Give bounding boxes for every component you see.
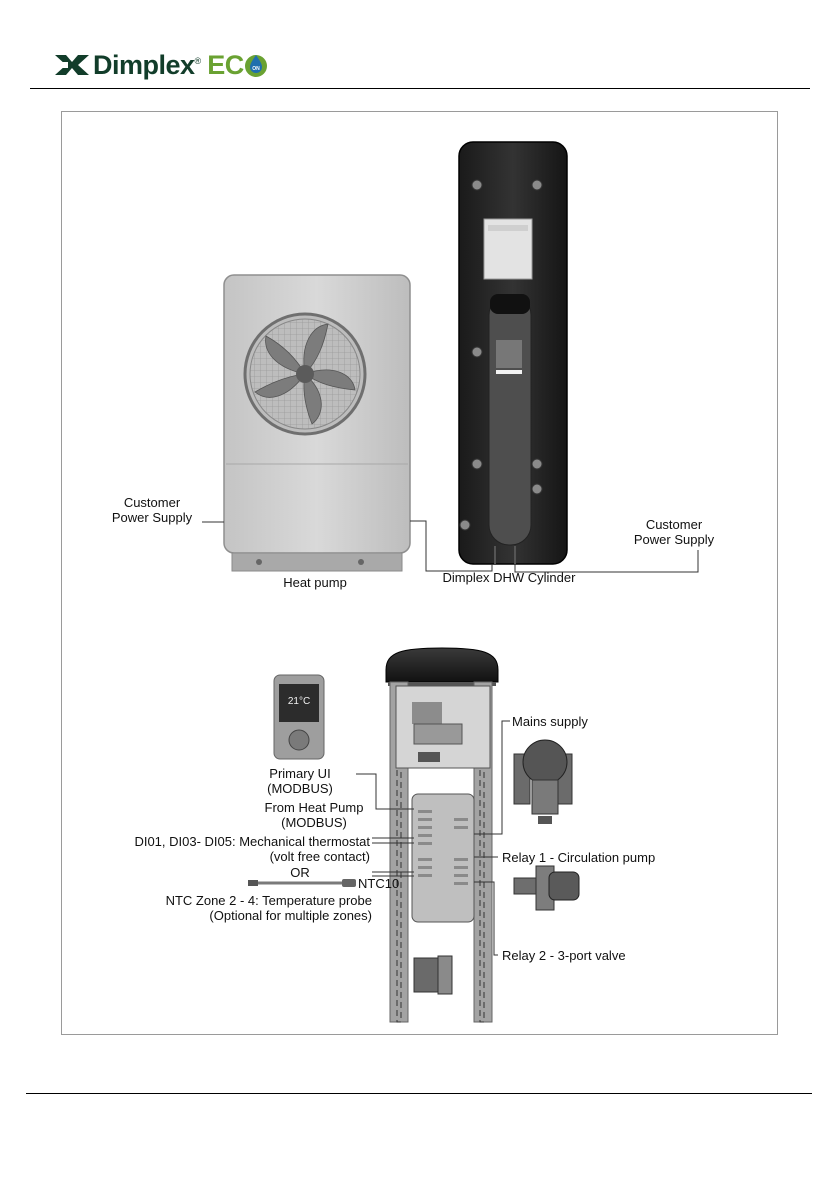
eco-drop-icon (243, 51, 269, 79)
dhw-cylinder (459, 142, 567, 564)
brand-name: Dimplex (93, 49, 195, 80)
circulation-pump (514, 740, 572, 824)
footer-divider (26, 1093, 812, 1094)
dhw-cylinder-label: Dimplex DHW Cylinder (442, 570, 576, 585)
eco-label: EC (207, 49, 244, 80)
ntc10-probe (248, 879, 356, 887)
hp-power-supply-label: Customer Power Supply (111, 495, 193, 525)
registered-mark: ® (194, 56, 202, 66)
relay1-label: Relay 1 - Circulation pump (502, 850, 656, 865)
cylinder-power-supply-label: Customer Power Supply (633, 517, 715, 547)
heat-pump-label: Heat pump (283, 575, 347, 590)
heat-pump-unit (224, 275, 410, 571)
from-heat-pump-label: From Heat Pump (MODBUS) (264, 800, 364, 830)
dimplex-mark-icon (52, 51, 92, 79)
primary-ui-thermostat (274, 675, 324, 759)
system-controller-assembly (386, 648, 498, 1022)
svg-text:ON: ON (251, 66, 260, 72)
ntc10-label: NTC10 (358, 876, 400, 891)
system-diagram-frame (61, 111, 778, 1035)
mechanical-thermostat-label: DI01, DI03- DI05: Mechanical thermostat (volt free contact) (134, 834, 370, 864)
three-port-valve (514, 866, 579, 910)
relay2-label: Relay 2 - 3-port valve (502, 948, 626, 963)
or-label: OR (290, 865, 310, 880)
dimplex-eco-logo (52, 49, 269, 81)
svg-text:21°C: 21°C (287, 696, 311, 707)
mains-supply-label: Mains supply (512, 714, 588, 729)
primary-ui-label: Primary UI (MODBUS) (267, 766, 333, 796)
ntc-zone-label: NTC Zone 2 - 4: Temperature probe (Optional for multiple zones) (165, 893, 372, 923)
header-divider (30, 88, 810, 89)
